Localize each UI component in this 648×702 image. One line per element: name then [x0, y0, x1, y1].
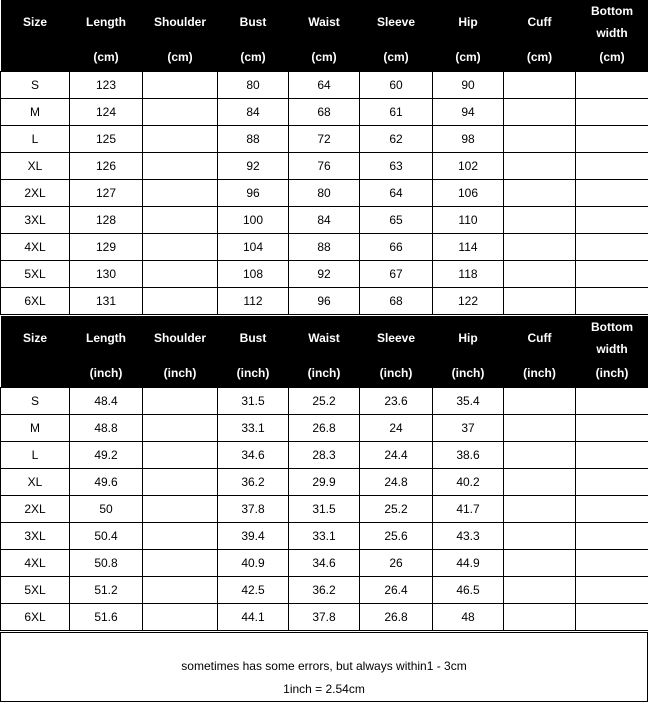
inch-header-7: Cuff: [504, 316, 576, 360]
measurement-cell: [504, 603, 576, 630]
measurement-cell: 31.5: [289, 495, 360, 522]
measurement-cell: 80: [289, 179, 360, 206]
table-row: [1, 152, 648, 179]
measurement-cell: [576, 441, 648, 468]
measurement-cell: [504, 260, 576, 287]
measurement-cell: 76: [289, 152, 360, 179]
measurement-cell: 50.8: [70, 549, 143, 576]
measurement-cell: [504, 468, 576, 495]
measurement-note: [0, 632, 648, 702]
size-label-cell: 4XL: [1, 233, 70, 260]
measurement-cell: 62: [360, 125, 433, 152]
table-row: [1, 576, 648, 603]
cm-header-7: Cuff: [504, 0, 576, 44]
measurement-cell: 37.8: [289, 603, 360, 630]
inch-table-header: [1, 316, 648, 387]
measurement-cell: 118: [433, 260, 504, 287]
measurement-cell: [576, 98, 648, 125]
measurement-cell: 40.2: [433, 468, 504, 495]
measurement-cell: 33.1: [218, 414, 289, 441]
measurement-cell: 100: [218, 206, 289, 233]
size-label-cell: 2XL: [1, 179, 70, 206]
table-row: [1, 260, 648, 287]
inch-header-2: Shoulder: [143, 316, 218, 360]
cm-header-5: Sleeve: [360, 0, 433, 44]
measurement-cell: 50: [70, 495, 143, 522]
measurement-cell: 129: [70, 233, 143, 260]
measurement-cell: [143, 576, 218, 603]
table-row: [1, 495, 648, 522]
table-row: [1, 468, 648, 495]
measurement-cell: 33.1: [289, 522, 360, 549]
size-label-cell: L: [1, 125, 70, 152]
measurement-cell: 37: [433, 414, 504, 441]
measurement-cell: 37.8: [218, 495, 289, 522]
table-row: [1, 287, 648, 314]
measurement-cell: [576, 522, 648, 549]
measurement-cell: [576, 495, 648, 522]
measurement-cell: 48: [433, 603, 504, 630]
measurement-cell: [504, 179, 576, 206]
measurement-cell: [143, 414, 218, 441]
measurement-cell: [576, 179, 648, 206]
measurement-cell: 72: [289, 125, 360, 152]
measurement-cell: 29.9: [289, 468, 360, 495]
measurement-cell: 36.2: [289, 576, 360, 603]
measurement-cell: 124: [70, 98, 143, 125]
measurement-cell: 128: [70, 206, 143, 233]
inch-unit-5: (inch): [360, 360, 433, 387]
measurement-cell: 127: [70, 179, 143, 206]
measurement-cell: 122: [433, 287, 504, 314]
cm-table-header: [1, 0, 648, 71]
measurement-cell: [576, 576, 648, 603]
measurement-cell: 98: [433, 125, 504, 152]
measurement-cell: 44.1: [218, 603, 289, 630]
measurement-cell: 42.5: [218, 576, 289, 603]
inch-size-table: [0, 316, 648, 631]
measurement-cell: 63: [360, 152, 433, 179]
measurement-cell: [143, 98, 218, 125]
measurement-cell: 49.2: [70, 441, 143, 468]
measurement-cell: 36.2: [218, 468, 289, 495]
measurement-cell: [504, 549, 576, 576]
measurement-cell: [504, 414, 576, 441]
inch-unit-1: (inch): [70, 360, 143, 387]
table-row: [1, 98, 648, 125]
cm-header-4: Waist: [289, 0, 360, 44]
measurement-cell: 130: [70, 260, 143, 287]
measurement-cell: 90: [433, 71, 504, 98]
measurement-cell: [143, 71, 218, 98]
table-row: [1, 603, 648, 630]
measurement-cell: 38.6: [433, 441, 504, 468]
measurement-cell: 64: [289, 71, 360, 98]
inch-header-6: Hip: [433, 316, 504, 360]
size-label-cell: XL: [1, 152, 70, 179]
measurement-cell: [504, 152, 576, 179]
measurement-cell: [143, 522, 218, 549]
measurement-cell: 51.2: [70, 576, 143, 603]
measurement-cell: [576, 125, 648, 152]
size-label-cell: 6XL: [1, 287, 70, 314]
measurement-cell: [576, 603, 648, 630]
measurement-cell: [143, 125, 218, 152]
size-label-cell: 3XL: [1, 522, 70, 549]
note-inch-conversion: 1inch = 2.54cm: [1, 682, 647, 696]
cm-header-8: Bottom width: [576, 0, 648, 44]
measurement-cell: 44.9: [433, 549, 504, 576]
measurement-cell: 64: [360, 179, 433, 206]
size-label-cell: 5XL: [1, 260, 70, 287]
measurement-cell: 108: [218, 260, 289, 287]
measurement-cell: [504, 125, 576, 152]
table-row: [1, 522, 648, 549]
measurement-cell: 60: [360, 71, 433, 98]
cm-header-3: Bust: [218, 0, 289, 44]
inch-header-1: Length: [70, 316, 143, 360]
measurement-cell: 48.8: [70, 414, 143, 441]
cm-unit-3: (cm): [218, 44, 289, 71]
table-row: [1, 125, 648, 152]
inch-unit-6: (inch): [433, 360, 504, 387]
cm-header-1: Length: [70, 0, 143, 44]
measurement-cell: [576, 260, 648, 287]
size-label-cell: 3XL: [1, 206, 70, 233]
measurement-cell: 26.4: [360, 576, 433, 603]
measurement-cell: 92: [289, 260, 360, 287]
table-row: [1, 71, 648, 98]
measurement-cell: [504, 495, 576, 522]
inch-header-4: Waist: [289, 316, 360, 360]
inch-table-body: [1, 387, 648, 630]
table-row: [1, 549, 648, 576]
measurement-cell: 96: [218, 179, 289, 206]
measurement-cell: 65: [360, 206, 433, 233]
measurement-cell: [143, 549, 218, 576]
measurement-cell: [143, 495, 218, 522]
measurement-cell: [143, 260, 218, 287]
measurement-cell: 51.6: [70, 603, 143, 630]
measurement-cell: 23.6: [360, 387, 433, 414]
table-row: [1, 441, 648, 468]
measurement-cell: [143, 179, 218, 206]
measurement-cell: 94: [433, 98, 504, 125]
size-label-cell: L: [1, 441, 70, 468]
measurement-cell: 67: [360, 260, 433, 287]
inch-header-8: Bottom width: [576, 316, 648, 360]
table-row: [1, 414, 648, 441]
measurement-cell: 123: [70, 71, 143, 98]
size-label-cell: S: [1, 387, 70, 414]
inch-unit-7: (inch): [504, 360, 576, 387]
measurement-cell: 125: [70, 125, 143, 152]
table-row: [1, 179, 648, 206]
measurement-cell: [504, 206, 576, 233]
measurement-cell: 84: [289, 206, 360, 233]
note-error-tolerance: sometimes has some errors, but always within1 - 3cm: [1, 659, 647, 673]
table-row: [1, 206, 648, 233]
measurement-cell: [504, 98, 576, 125]
measurement-cell: [143, 468, 218, 495]
measurement-cell: 26: [360, 549, 433, 576]
measurement-cell: [576, 387, 648, 414]
measurement-cell: 84: [218, 98, 289, 125]
measurement-cell: [576, 71, 648, 98]
measurement-cell: 88: [289, 233, 360, 260]
measurement-cell: 68: [360, 287, 433, 314]
table-row: [1, 387, 648, 414]
measurement-cell: [504, 522, 576, 549]
size-label-cell: 4XL: [1, 549, 70, 576]
cm-header-6: Hip: [433, 0, 504, 44]
cm-table-body: [1, 71, 648, 314]
cm-header-2: Shoulder: [143, 0, 218, 44]
table-row: [1, 233, 648, 260]
size-label-cell: 2XL: [1, 495, 70, 522]
measurement-cell: 80: [218, 71, 289, 98]
cm-unit-6: (cm): [433, 44, 504, 71]
inch-unit-8: (inch): [576, 360, 648, 387]
measurement-cell: [576, 549, 648, 576]
measurement-cell: 88: [218, 125, 289, 152]
measurement-cell: 25.2: [289, 387, 360, 414]
measurement-cell: 46.5: [433, 576, 504, 603]
measurement-cell: 25.2: [360, 495, 433, 522]
measurement-cell: [504, 441, 576, 468]
measurement-cell: 131: [70, 287, 143, 314]
measurement-cell: 25.6: [360, 522, 433, 549]
measurement-cell: 49.6: [70, 468, 143, 495]
measurement-cell: [504, 387, 576, 414]
inch-header-5: Sleeve: [360, 316, 433, 360]
measurement-cell: [576, 206, 648, 233]
measurement-cell: 50.4: [70, 522, 143, 549]
inch-header-3: Bust: [218, 316, 289, 360]
size-label-cell: 6XL: [1, 603, 70, 630]
measurement-cell: 66: [360, 233, 433, 260]
measurement-cell: 34.6: [289, 549, 360, 576]
measurement-cell: [576, 152, 648, 179]
measurement-cell: 31.5: [218, 387, 289, 414]
measurement-cell: [143, 387, 218, 414]
inch-header-names-row: [1, 316, 648, 360]
cm-unit-4: (cm): [289, 44, 360, 71]
measurement-cell: [576, 468, 648, 495]
measurement-cell: [504, 71, 576, 98]
cm-unit-2: (cm): [143, 44, 218, 71]
measurement-cell: 26.8: [360, 603, 433, 630]
cm-header-units-row: [1, 44, 648, 71]
cm-unit-0: [1, 44, 70, 71]
measurement-cell: [143, 206, 218, 233]
measurement-cell: 126: [70, 152, 143, 179]
measurement-cell: 40.9: [218, 549, 289, 576]
inch-header-units-row: [1, 360, 648, 387]
measurement-cell: [504, 287, 576, 314]
measurement-cell: 43.3: [433, 522, 504, 549]
cm-unit-1: (cm): [70, 44, 143, 71]
size-label-cell: M: [1, 414, 70, 441]
size-label-cell: M: [1, 98, 70, 125]
measurement-cell: 26.8: [289, 414, 360, 441]
measurement-cell: [504, 576, 576, 603]
inch-unit-2: (inch): [143, 360, 218, 387]
measurement-cell: 24.4: [360, 441, 433, 468]
cm-header-0: Size: [1, 0, 70, 44]
inch-unit-0: [1, 360, 70, 387]
measurement-cell: 35.4: [433, 387, 504, 414]
measurement-cell: 114: [433, 233, 504, 260]
measurement-cell: 48.4: [70, 387, 143, 414]
measurement-cell: 106: [433, 179, 504, 206]
inch-unit-4: (inch): [289, 360, 360, 387]
measurement-cell: 39.4: [218, 522, 289, 549]
measurement-cell: 28.3: [289, 441, 360, 468]
measurement-cell: [143, 441, 218, 468]
measurement-cell: 96: [289, 287, 360, 314]
measurement-cell: [504, 233, 576, 260]
cm-size-table: [0, 0, 648, 315]
cm-unit-8: (cm): [576, 44, 648, 71]
measurement-cell: 68: [289, 98, 360, 125]
measurement-cell: 24: [360, 414, 433, 441]
inch-unit-3: (inch): [218, 360, 289, 387]
measurement-cell: [143, 603, 218, 630]
measurement-cell: 104: [218, 233, 289, 260]
measurement-cell: [143, 287, 218, 314]
measurement-cell: 110: [433, 206, 504, 233]
measurement-cell: [576, 287, 648, 314]
measurement-cell: [576, 233, 648, 260]
measurement-cell: 24.8: [360, 468, 433, 495]
measurement-cell: [143, 233, 218, 260]
measurement-cell: [143, 152, 218, 179]
inch-header-0: Size: [1, 316, 70, 360]
size-label-cell: 5XL: [1, 576, 70, 603]
measurement-cell: 41.7: [433, 495, 504, 522]
cm-unit-7: (cm): [504, 44, 576, 71]
size-label-cell: XL: [1, 468, 70, 495]
measurement-cell: 112: [218, 287, 289, 314]
cm-header-names-row: [1, 0, 648, 44]
measurement-cell: [576, 414, 648, 441]
measurement-cell: 61: [360, 98, 433, 125]
size-label-cell: S: [1, 71, 70, 98]
measurement-cell: 92: [218, 152, 289, 179]
measurement-cell: 34.6: [218, 441, 289, 468]
cm-unit-5: (cm): [360, 44, 433, 71]
measurement-cell: 102: [433, 152, 504, 179]
